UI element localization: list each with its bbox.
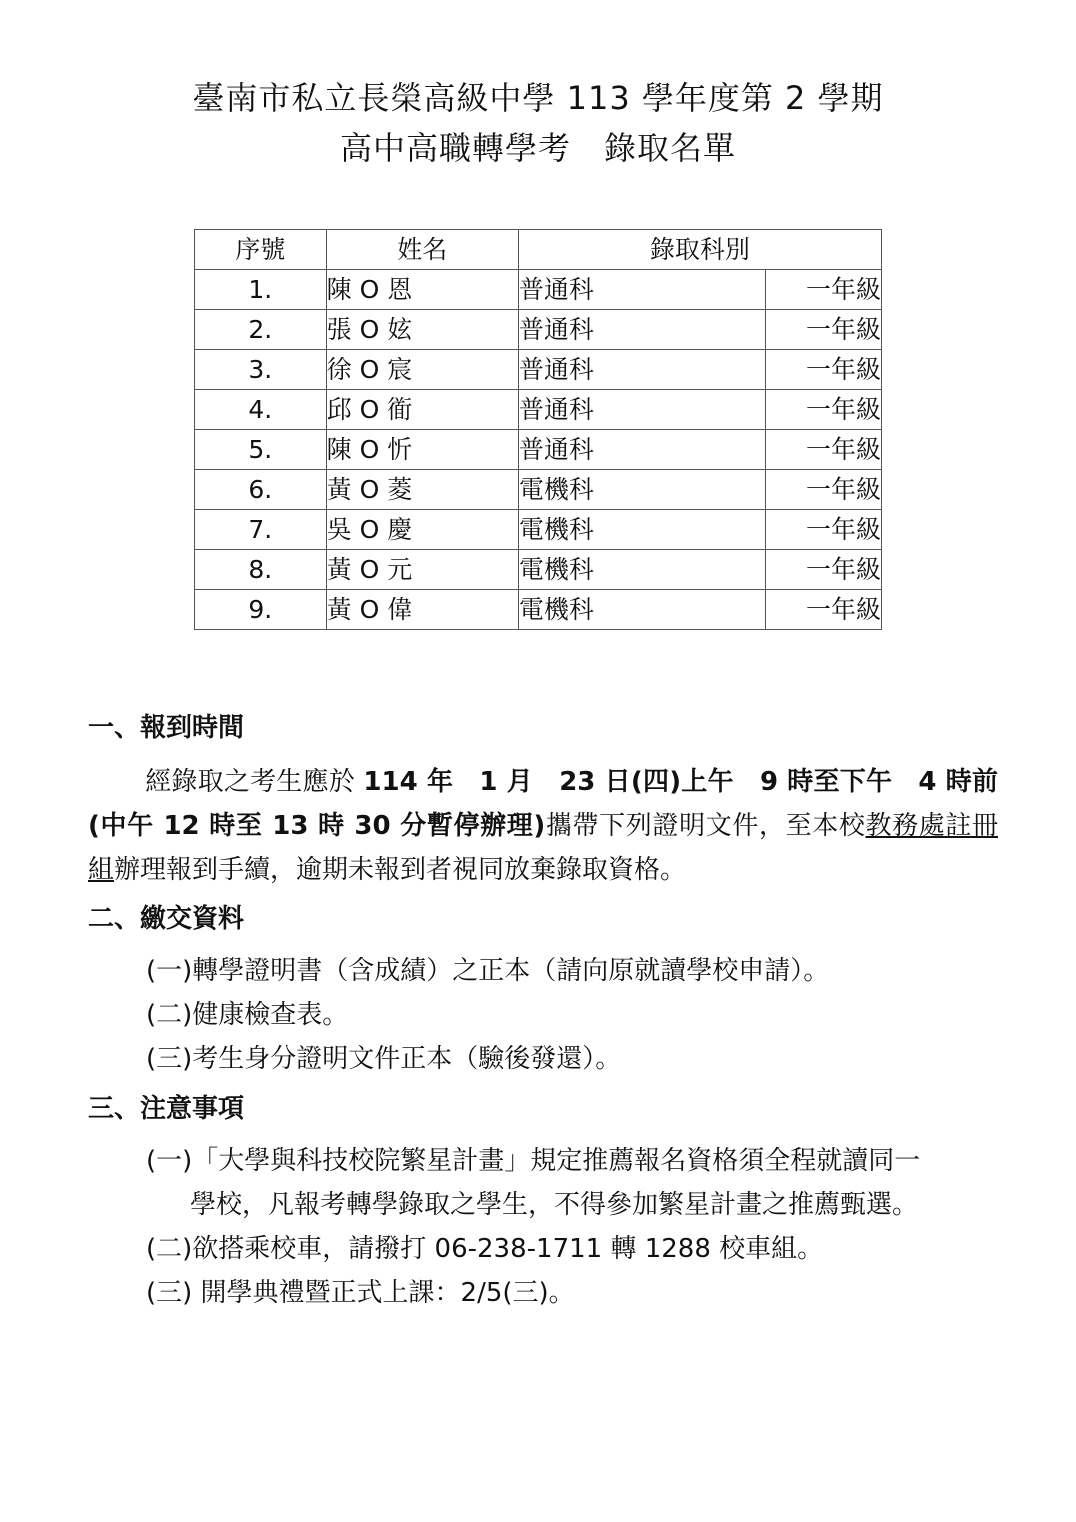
table-row [195,390,882,430]
cell-name: 黃 O 菱 [326,470,518,510]
registrar-office: 教務處註冊組 [88,811,998,885]
cell-dept: 普通科 [518,350,765,390]
cell-dept: 普通科 [518,310,765,350]
header-name: 姓名 [326,230,518,270]
report-intro: 經錄取之考生應於 [145,767,364,797]
table-header-row [195,230,882,270]
cell-grade: 一年級 [766,550,882,590]
cell-grade: 一年級 [766,310,882,350]
section-heading: 一、報到時間 [88,713,245,743]
report-date: 114 年 1 月 23 日(四)上午 9 時至下午 4 時前(中午 12 時至 13 時 30 分暫停辦理) [88,767,998,841]
section-heading: 三、注意事項 [88,1094,245,1124]
cell-name: 徐 O 宸 [326,350,518,390]
table-row [195,270,882,310]
cell-no: 8. [195,550,327,590]
admission-table [194,229,882,630]
cell-dept: 普通科 [518,270,765,310]
table-row [195,470,882,510]
section-report-time [88,708,998,892]
cell-grade: 一年級 [766,510,882,550]
cell-name: 黃 O 偉 [326,590,518,630]
document-item: (二)健康檢查表。 [146,1000,349,1030]
cell-grade: 一年級 [766,470,882,510]
table-row [195,350,882,390]
header-no: 序號 [195,230,327,270]
cell-no: 6. [195,470,327,510]
cell-dept: 普通科 [518,430,765,470]
cell-dept: 電機科 [518,550,765,590]
table-row [195,510,882,550]
note-item-line: 學校，凡報考轉學錄取之學生，不得參加繁星計畫之推薦甄選。 [190,1190,919,1220]
cell-name: 邱 O 衜 [326,390,518,430]
header-dept: 錄取科別 [518,230,881,270]
note-item-line: (一)「大學與科技校院繁星計畫」規定推薦報名資格須全程就讀同一 [146,1146,921,1176]
report-end: 辦理報到手續，逾期未報到者視同放棄錄取資格。 [114,855,687,885]
table-body [195,270,882,630]
cell-dept: 普通科 [518,390,765,430]
document-title: 臺南市私立長榮高級中學 113 學年度第 2 學期 [192,79,884,117]
cell-no: 4. [195,390,327,430]
cell-name: 陳 O 恩 [326,270,518,310]
table-row [195,590,882,630]
cell-no: 3. [195,350,327,390]
report-mid: 攜帶下列證明文件，至本校 [545,811,866,841]
section-notes [88,1089,998,1315]
section-documents [88,899,998,1081]
cell-no: 1. [195,270,327,310]
table-row [195,430,882,470]
cell-grade: 一年級 [766,270,882,310]
cell-no: 5. [195,430,327,470]
note-item: (二)欲搭乘校車，請撥打 06-238-1711 轉 1288 校車組。 [146,1234,824,1264]
cell-no: 2. [195,310,327,350]
cell-no: 7. [195,510,327,550]
cell-name: 張 O 妶 [326,310,518,350]
note-item: (三) 開學典禮暨正式上課：2/5(三)。 [146,1278,575,1308]
cell-grade: 一年級 [766,430,882,470]
table-row [195,550,882,590]
section-heading: 二、繳交資料 [88,904,245,934]
cell-grade: 一年級 [766,390,882,430]
document-item: (三)考生身分證明文件正本（驗後發還）。 [146,1044,622,1074]
cell-dept: 電機科 [518,510,765,550]
cell-name: 陳 O 忻 [326,430,518,470]
document-item: (一)轉學證明書（含成績）之正本（請向原就讀學校申請）。 [146,956,830,986]
cell-grade: 一年級 [766,590,882,630]
cell-name: 吳 O 慶 [326,510,518,550]
note-item [88,1139,998,1227]
cell-dept: 電機科 [518,590,765,630]
report-time-paragraph [88,760,998,892]
cell-name: 黃 O 元 [326,550,518,590]
table-row [195,310,882,350]
cell-grade: 一年級 [766,350,882,390]
cell-dept: 電機科 [518,470,765,510]
cell-no: 9. [195,590,327,630]
document-subtitle: 高中高職轉學考 錄取名單 [339,129,736,167]
